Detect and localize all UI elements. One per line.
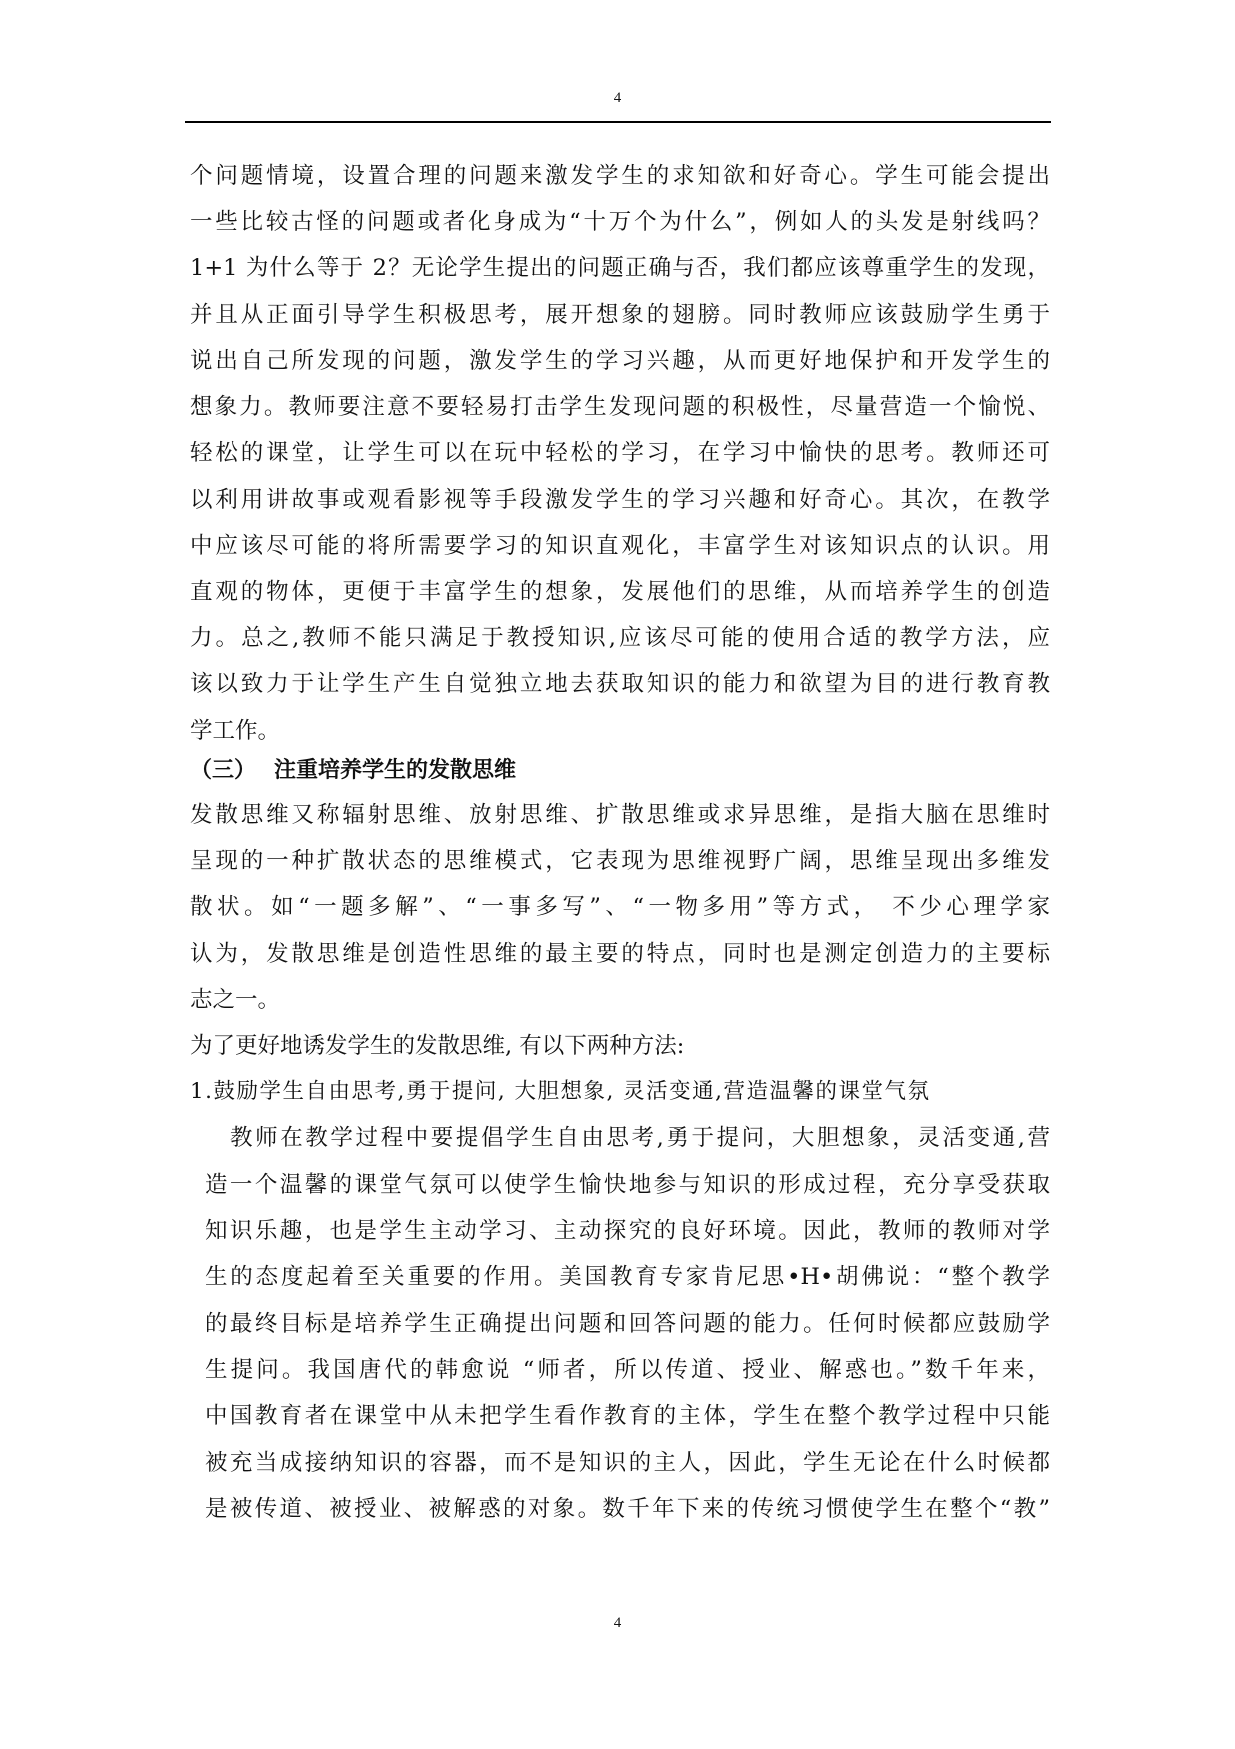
paragraph-2-line: 认为，发散思维是创造性思维的最主要的特点，同时也是测定创造力的主要标	[190, 941, 1050, 967]
paragraph-1-line: 学工作。	[190, 718, 281, 744]
paragraph-1-line: 说出自己所发现的问题，激发学生的学习兴趣，从而更好地保护和开发学生的	[190, 348, 1050, 374]
paragraph-1-line: 该以致力于让学生产生自觉独立地去获取知识的能力和欲望为目的进行教育教	[190, 671, 1050, 697]
paragraph-1-line: 中应该尽可能的将所需要学习的知识直观化，丰富学生对该知识点的认识。用	[190, 533, 1050, 559]
paragraph-3-line: 被充当成接纳知识的容器，而不是知识的主人，因此，学生无论在什么时候都	[205, 1450, 1050, 1476]
paragraph-3-line: 生提问。我国唐代的韩愈说 “师者，所以传道、授业、解惑也。”数千年来，	[205, 1357, 1050, 1383]
intro-line: 为了更好地诱发学生的发散思维, 有以下两种方法:	[190, 1033, 685, 1059]
header-rule	[185, 121, 1051, 123]
footer-page-number: 4	[613, 1615, 622, 1631]
paragraph-1-line: 个问题情境，设置合理的问题来激发学生的求知欲和好奇心。学生可能会提出	[190, 163, 1050, 189]
paragraph-3-line: 知识乐趣，也是学生主动学习、主动探究的良好环境。因此，教师的教师对学	[205, 1218, 1050, 1244]
paragraph-1-line: 1+1 为什么等于 2？无论学生提出的问题正确与否，我们都应该尊重学生的发现，	[190, 255, 1050, 281]
section-heading	[190, 757, 516, 785]
paragraph-3-line: 中国教育者在课堂中从未把学生看作教育的主体，学生在整个教学过程中只能	[205, 1403, 1050, 1429]
paragraph-2-line: 散状。如“一题多解”、“一事多写”、“一物多用”等方式， 不少心理学家	[190, 894, 1050, 920]
paragraph-3-line: 教师在教学过程中要提倡学生自由思考,勇于提问，大胆想象，灵活变通,营	[230, 1125, 1050, 1151]
paragraph-1-line: 想象力。教师要注意不要轻易打击学生发现问题的积极性，尽量营造一个愉悦、	[190, 394, 1050, 420]
paragraph-2-line: 志之一。	[190, 987, 281, 1013]
paragraph-1-line: 轻松的课堂，让学生可以在玩中轻松的学习，在学习中愉快的思考。教师还可	[190, 440, 1050, 466]
section-heading-title: 注重培养学生的发散思维	[274, 758, 517, 783]
paragraph-3-line: 的最终目标是培养学生正确提出问题和回答问题的能力。任何时候都应鼓励学	[205, 1311, 1050, 1337]
paragraph-1-line: 直观的物体，更便于丰富学生的想象，发展他们的思维，从而培养学生的创造	[190, 579, 1050, 605]
paragraph-3-line: 生的态度起着至关重要的作用。美国教育专家肯尼思•H•胡佛说：“整个教学	[205, 1264, 1050, 1290]
paragraph-1-line: 并且从正面引导学生积极思考，展开想象的翅膀。同时教师应该鼓励学生勇于	[190, 302, 1050, 328]
method-1-title: 1.鼓励学生自由思考,勇于提问, 大胆想象, 灵活变通,营造温馨的课堂气氛	[190, 1079, 931, 1104]
paragraph-2-line: 呈现的一种扩散状态的思维模式，它表现为思维视野广阔，思维呈现出多维发	[190, 848, 1050, 874]
section-heading-number: （三）	[190, 758, 257, 783]
paragraph-1-line: 力。总之,教师不能只满足于教授知识,应该尽可能的使用合适的教学方法，应	[190, 625, 1050, 651]
header-page-number: 4	[613, 90, 622, 106]
paragraph-3-line: 造一个温馨的课堂气氛可以使学生愉快地参与知识的形成过程，充分享受获取	[205, 1172, 1050, 1198]
paragraph-1-line: 一些比较古怪的问题或者化身成为“十万个为什么”，例如人的头发是射线吗？	[190, 209, 1050, 235]
paragraph-1-line: 以利用讲故事或观看影视等手段激发学生的学习兴趣和好奇心。其次，在教学	[190, 487, 1050, 513]
paragraph-2-line: 发散思维又称辐射思维、放射思维、扩散思维或求异思维，是指大脑在思维时	[190, 802, 1050, 828]
paragraph-3-line: 是被传道、被授业、被解惑的对象。数千年下来的传统习惯使学生在整个“教”	[205, 1496, 1050, 1522]
